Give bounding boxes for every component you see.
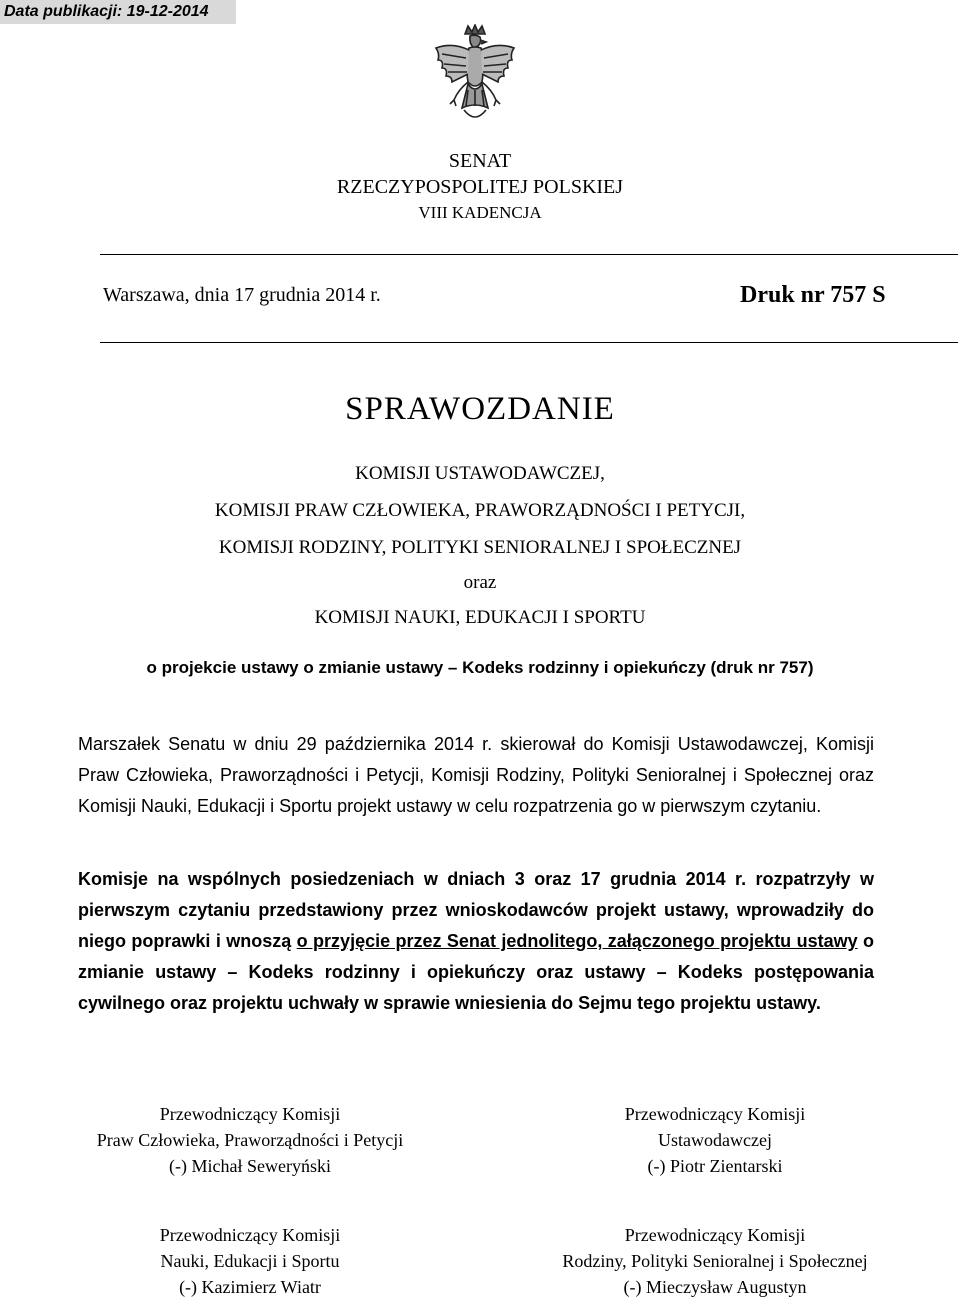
signature-name: (-) Piotr Zientarski [647, 1156, 783, 1176]
conclusion-underlined: o przyjęcie przez Senat jednolitego, załączonego projektu ustawy [296, 931, 858, 951]
document-title: SPRAWOZDANIE [345, 391, 615, 427]
signature-committee: Ustawodawczej [658, 1130, 772, 1150]
signature-role: Przewodniczący Komisji [159, 1225, 341, 1245]
place-date: Warszawa, dnia 17 grudnia 2014 r. [103, 284, 381, 306]
header-republic: RZECZYPOSPOLITEJ POLSKIEJ [336, 176, 624, 198]
signature-role: Przewodniczący Komisji [159, 1104, 341, 1124]
signature-role: Przewodniczący Komisji [624, 1104, 806, 1124]
committee-conjunction: oraz [463, 572, 497, 593]
signature-name: (-) Kazimierz Wiatr [179, 1277, 321, 1297]
signature-block [40, 1101, 460, 1179]
signature-block [500, 1222, 930, 1300]
committee-line: KOMISJI NAUKI, EDUKACJI I SPORTU [314, 607, 646, 628]
conclusion-text-end: o zmianie ustawy – Kodeks rodzinny i opiekuńczy oraz ustawy – Kodeks postępowania cywilnego oraz projektu uchwały w sprawie wniesienia do Sejmu tego projektu ustawy. [78, 931, 875, 1013]
signature-committee: Nauki, Edukacji i Sportu [160, 1251, 340, 1271]
signature-block [500, 1101, 930, 1179]
signature-committee: Rodziny, Polityki Senioralnej i Społecznej [562, 1251, 868, 1271]
polish-eagle-emblem-icon [432, 24, 518, 128]
signature-role: Przewodniczący Komisji [624, 1225, 806, 1245]
paragraph-referral: Marszałek Senatu w dniu 29 października 2014 r. skierował do Komisji Ustawodawczej, Komisji Praw Człowieka, Praworządności i Petycji, Komisji Rodziny, Polityki Senioralnej i Społecznej oraz Komisji Nauki, Edukacji i Sportu projekt ustawy w celu rozpatrzenia go w pierwszym czytaniu. [78, 734, 874, 816]
committee-line: KOMISJI RODZINY, POLITYKI SENIORALNEJ I SPOŁECZNEJ [218, 537, 742, 558]
divider-bottom [100, 342, 958, 343]
signature-name: (-) Michał Seweryński [169, 1156, 331, 1176]
header-term: VIII KADENCJA [418, 203, 542, 222]
header-senat: SENAT [448, 150, 512, 172]
committee-line: KOMISJI PRAW CZŁOWIEKA, PRAWORZĄDNOŚCI I PETYCJI, [214, 500, 746, 521]
signature-block [40, 1222, 460, 1300]
signature-committee: Praw Człowieka, Praworządności i Petycji [96, 1130, 404, 1150]
print-number: Druk nr 757 S [740, 282, 886, 308]
divider-top [100, 254, 958, 255]
publication-date: Data publikacji: 19-12-2014 [0, 0, 236, 24]
conclusion-text: Komisje na wspólnych posiedzeniach w dniach 3 oraz 17 grudnia 2014 r. rozpatrzyły w pierwszym czytaniu przedstawiony przez wnioskodawców projekt ustawy, wprowadziły do niego poprawki i wnoszą [78, 869, 874, 951]
signature-name: (-) Mieczysław Augustyn [623, 1277, 807, 1297]
paragraph-conclusion [78, 864, 874, 1019]
document-subject: o projekcie ustawy o zmianie ustawy – Kodeks rodzinny i opiekuńczy (druk nr 757) [146, 658, 814, 677]
committee-line: KOMISJI USTAWODAWCZEJ, [355, 463, 605, 484]
